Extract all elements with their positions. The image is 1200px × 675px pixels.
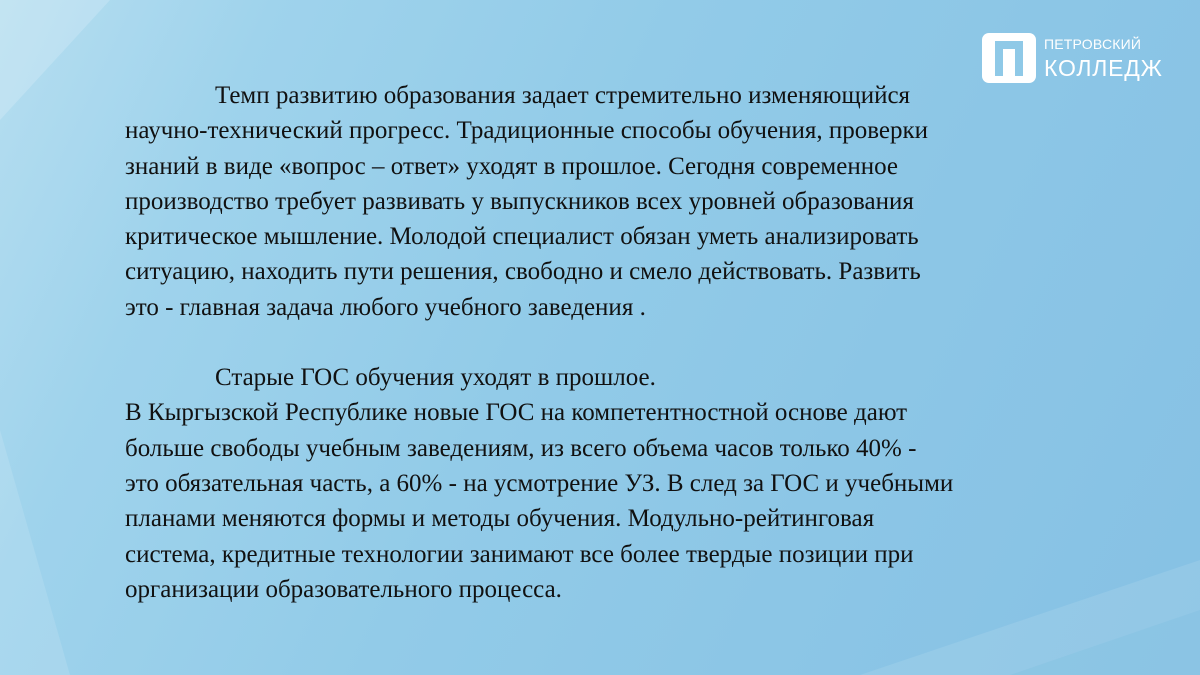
college-logo [981, 32, 1171, 84]
logo-text-line1: ПЕТРОВСКИЙ [1044, 36, 1142, 52]
slide-body [125, 78, 1145, 607]
body-paragraph-1: Темп развитию образования задает стремительно изменяющийся научно-технический прогресс. Традиционные способы обучения, проверки знаний в виде «вопрос – ответ» уходят в прошлое. Сегодня современное производство требует развивать у выпускников всех уровней образования критическое мышление. Молодой специалист обязан уметь анализировать ситуацию, находить пути решения, свободно и смело действовать. Развить это - главная задача любого учебного заведения . [125, 82, 929, 321]
logo-text-line2: КОЛЛЕДЖ [1044, 55, 1163, 81]
college-logo-mark-icon [981, 32, 1037, 84]
body-paragraph-2: Старые ГОС обучения уходят в прошлое. В Кыргызской Республике новые ГОС на компетентностной основе дают больше свободы учебным заведениям, из всего объема часов только 40% - это обязательная часть, а 60% - на усмотрение УЗ. В след за ГОС и учебными планами меняются формы и методы обучения. Модульно-рейтинговая система, кредитные технологии занимают все более твердые позиции при организации образовательного процесса. [125, 364, 954, 603]
paragraph-spacer [125, 325, 1145, 360]
